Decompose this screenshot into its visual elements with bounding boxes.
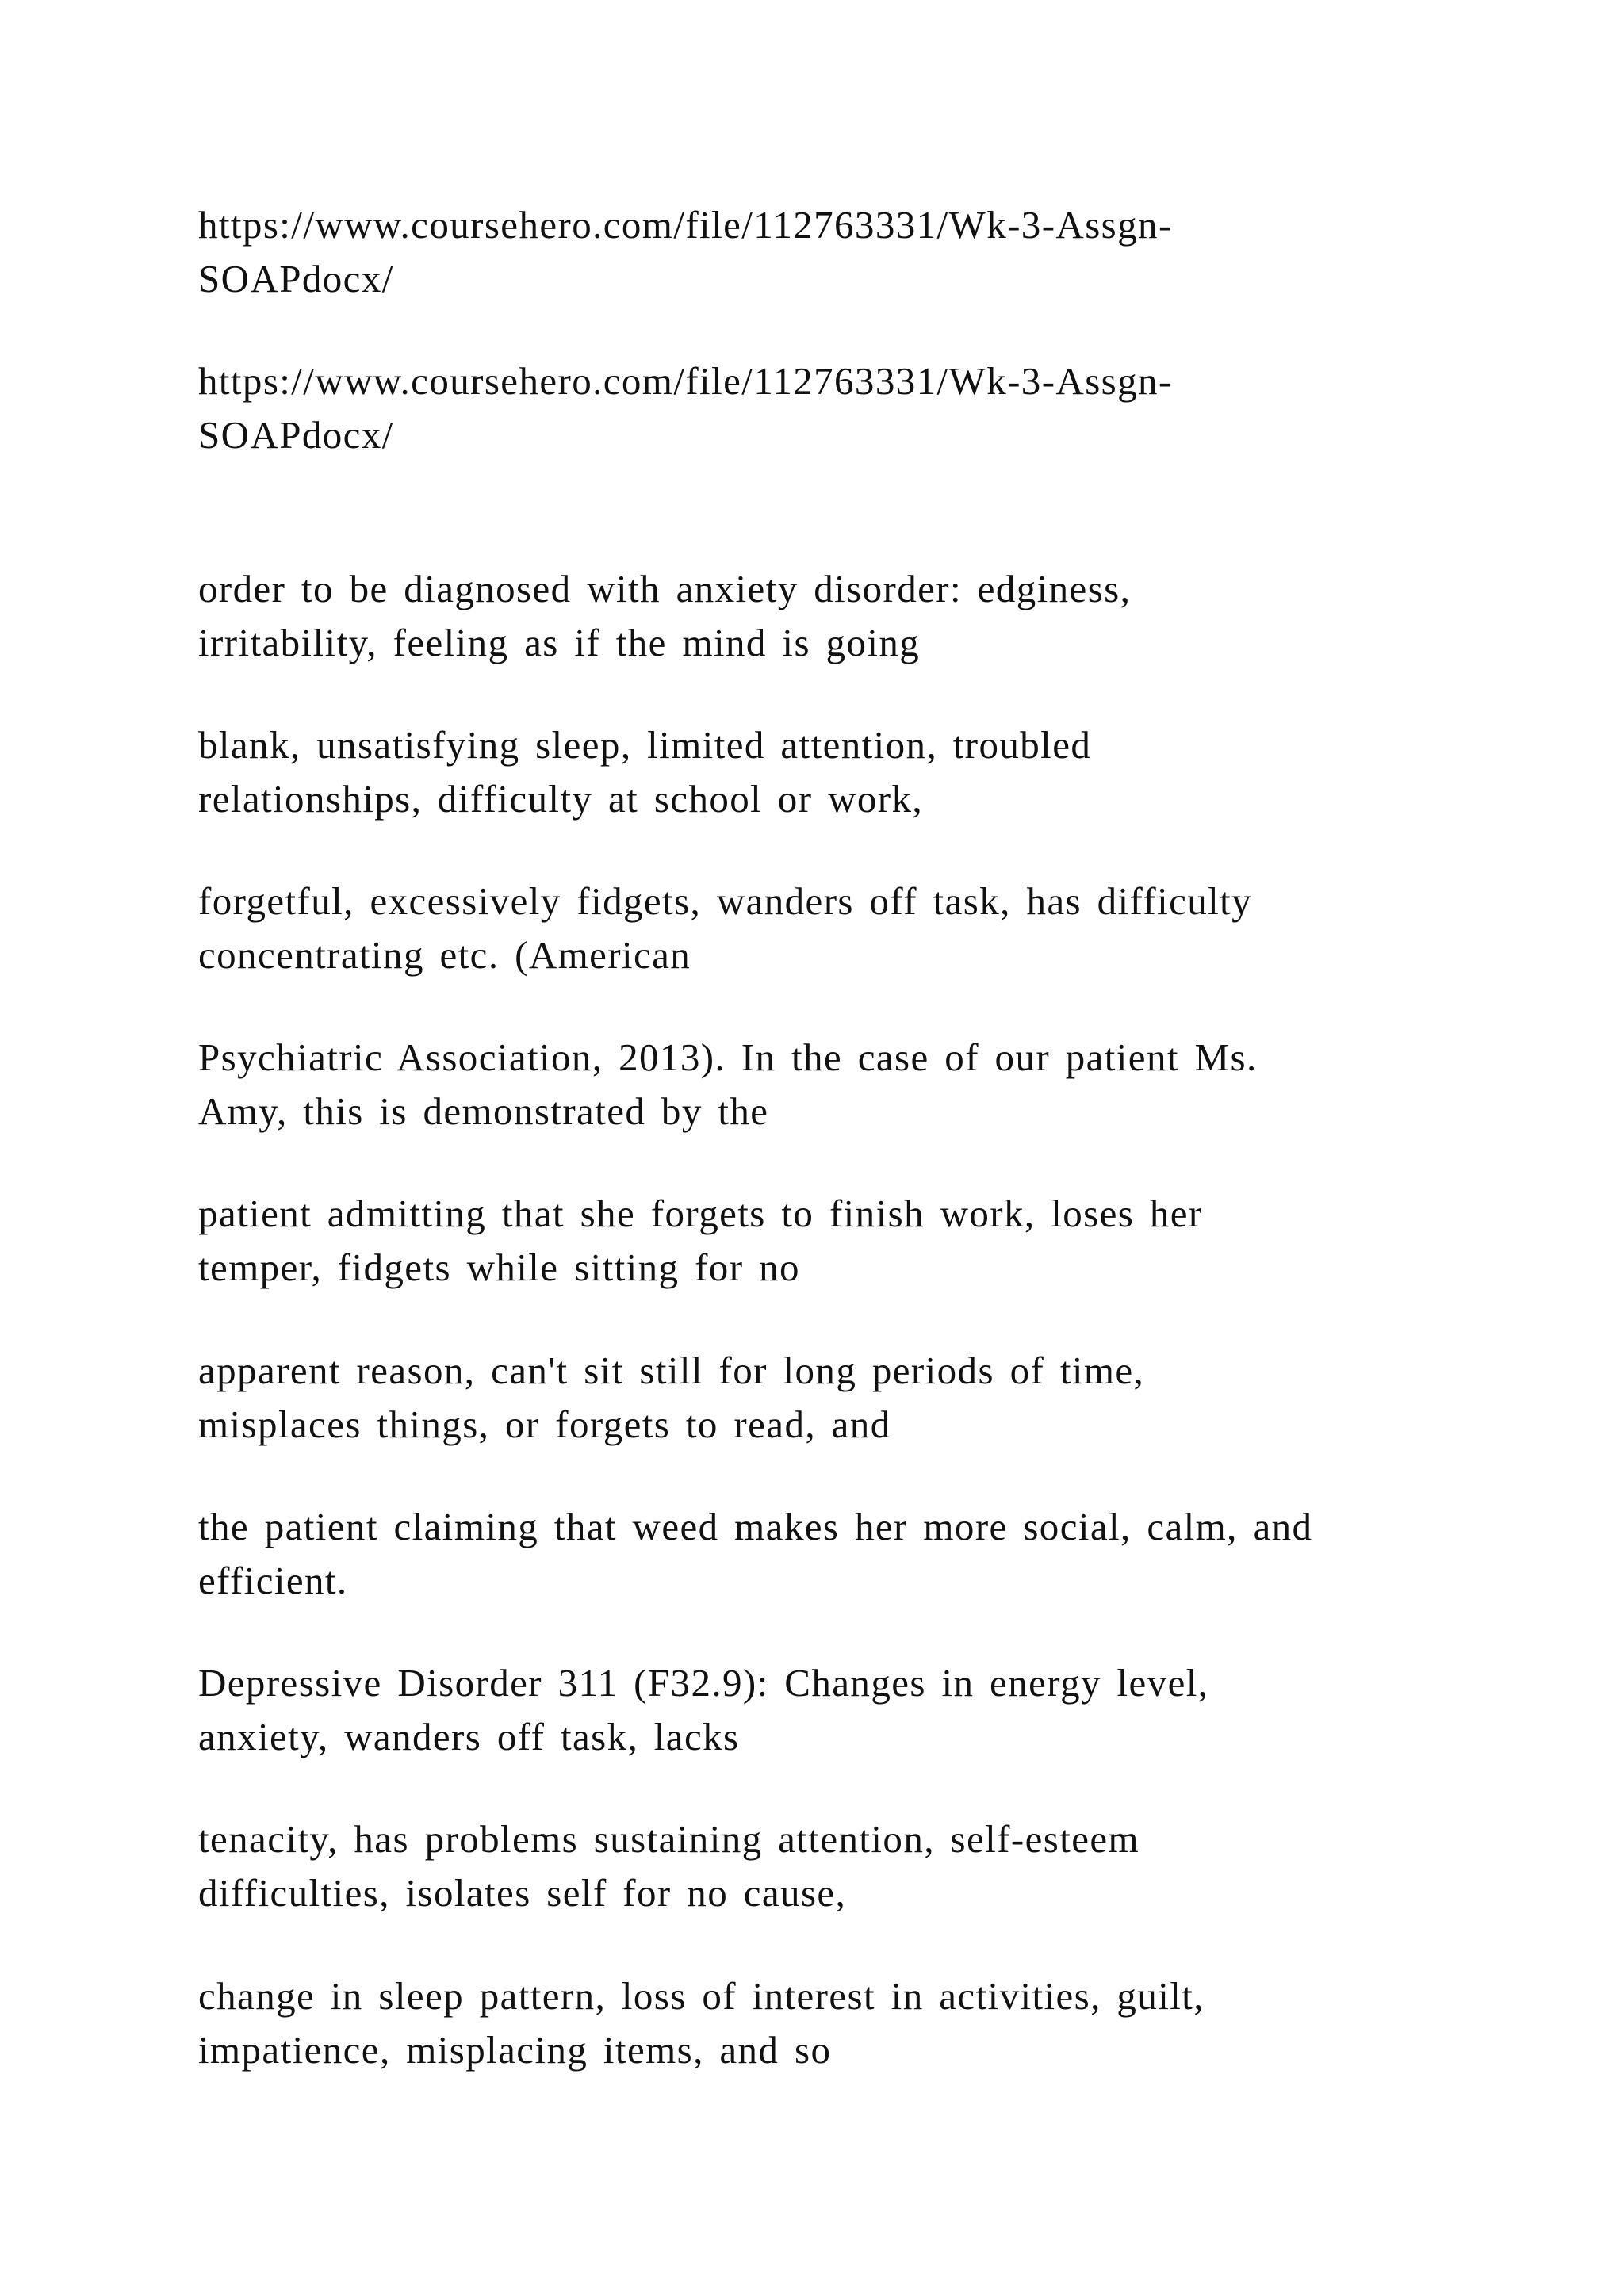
paragraph-line-1: order to be diagnosed with anxiety disorder: edginess, bbox=[198, 567, 1132, 610]
paragraph-line-2: difficulties, isolates self for no cause, bbox=[198, 1871, 847, 1915]
paragraph-line-1: apparent reason, can't sit still for long periods of time, bbox=[198, 1349, 1145, 1392]
paragraph bbox=[198, 1187, 1530, 1295]
paragraph-line-2: anxiety, wanders off task, lacks bbox=[198, 1715, 740, 1758]
paragraph-line-2: relationships, difficulty at school or work, bbox=[198, 777, 924, 821]
paragraph bbox=[198, 1812, 1530, 1920]
paragraph-line-2: impatience, misplacing items, and so bbox=[198, 2028, 832, 2072]
paragraph-line-2: misplaces things, or forgets to read, and bbox=[198, 1402, 891, 1446]
url-line bbox=[198, 198, 1530, 306]
paragraph-line-1: forgetful, excessively fidgets, wanders off task, has difficulty bbox=[198, 879, 1253, 923]
paragraph-line-1: Depressive Disorder 311 (F32.9): Changes in energy level, bbox=[198, 1661, 1209, 1705]
paragraph-line-1: the patient claiming that weed makes her more social, calm, and bbox=[198, 1505, 1313, 1548]
url-line-part-1: https://www.coursehero.com/file/112763331/Wk-3-Assgn- bbox=[198, 203, 1173, 247]
paragraph bbox=[198, 562, 1530, 670]
paragraph-line-1: blank, unsatisfying sleep, limited attention, troubled bbox=[198, 723, 1092, 767]
paragraph-line-2: temper, fidgets while sitting for no bbox=[198, 1246, 800, 1289]
paragraph-line-2: irritability, feeling as if the mind is going bbox=[198, 621, 921, 664]
paragraph bbox=[198, 1344, 1530, 1452]
url-line-part-1: https://www.coursehero.com/file/112763331/Wk-3-Assgn- bbox=[198, 359, 1173, 403]
paragraph-line-1: change in sleep pattern, loss of interest in activities, guilt, bbox=[198, 1974, 1205, 2018]
paragraph-line-1: Psychiatric Association, 2013). In the case of our patient Ms. bbox=[198, 1035, 1258, 1079]
url-line bbox=[198, 354, 1530, 462]
paragraph bbox=[198, 718, 1530, 826]
paragraph-line-1: tenacity, has problems sustaining attention, self-esteem bbox=[198, 1817, 1140, 1861]
paragraph-line-2: Amy, this is demonstrated by the bbox=[198, 1089, 769, 1133]
paragraph-line-2: efficient. bbox=[198, 1559, 348, 1602]
paragraph bbox=[198, 1656, 1530, 1764]
url-line-part-2: SOAPdocx/ bbox=[198, 257, 394, 300]
url-line-part-2: SOAPdocx/ bbox=[198, 413, 394, 457]
paragraph-line-2: concentrating etc. (American bbox=[198, 933, 691, 977]
paragraph bbox=[198, 1969, 1530, 2077]
paragraph bbox=[198, 1031, 1530, 1138]
paragraph bbox=[198, 1500, 1530, 1608]
paragraph-line-1: patient admitting that she forgets to finish work, loses her bbox=[198, 1192, 1203, 1235]
paragraph bbox=[198, 874, 1530, 982]
